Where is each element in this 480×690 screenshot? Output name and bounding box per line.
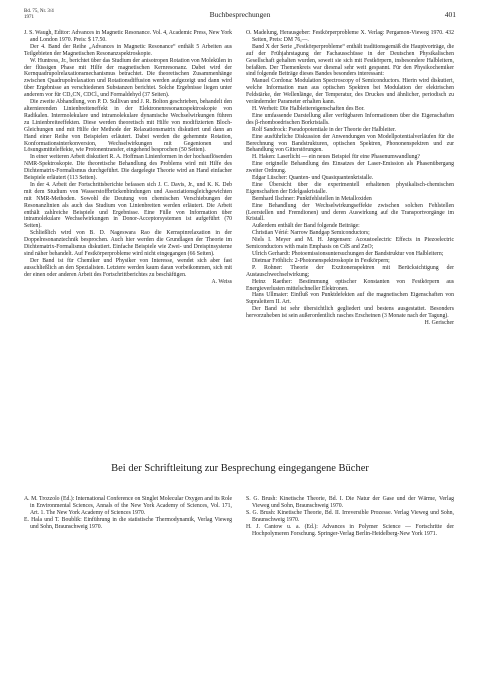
review-paragraph: Eine ausführliche Diskussion der Anwendungen von Modellpotentialverläufen für die Berechnung von Bandstrukturen, optischen Spektren, Phononenspektren und zur Behandlung von Gitterstörungen.: [246, 133, 454, 154]
review-paragraph: Der 4. Band der Reihe „Advances in Magnetic Resonance“ enthält 5 Arbeiten aus Teilgebieten der Magnetischen Resonanzspektroskopie.: [24, 43, 232, 57]
book-citation: O. Madelung, Herausgeber: Festkörperprobleme X. Verlag: Pergamon-Vieweg 1970. 432 Seiten, Preis: DM 76,—.: [246, 30, 454, 43]
review-paragraph: H. Werheit: Die Halbleitereigenschaften des Bor.: [252, 105, 365, 112]
header-title: Buchbesprechungen: [209, 10, 271, 19]
review-paragraph: Rolf Sandrock: Pseudopotentiale in der Theorie der Halbleiter.: [252, 126, 396, 133]
review-paragraph: In der 4. Arbeit der Fortschrittsberichte befassen sich J. C. Davis, Jr., und K. K. Deb mit dem Studium von Wasserstoffbrückenbindungen und Assoziationsgleichgewichten mit NMR-Methoden. Sowohl die Deutung von chemischen Verschiebungen der Resonanzlinien als auch das Studium von Linienbreiten werden erläutert. Die Arbeit enthält zahlreiche Beispiele und Ergebnisse. Eine Fülle von Information über intramolekulare Wechselwirkungen in Donor-Acceptorsystemen ist aufgeführt (70 Seiten).: [24, 181, 232, 230]
review-paragraph: Eine originelle Behandlung des Einsatzes der Laser-Emission als Phasenübergang zweiter Ordnung.: [246, 161, 454, 175]
reviewer-signature: H. Gerischer: [424, 320, 454, 327]
reviewer-signature: A. Weiss: [211, 278, 232, 285]
received-book-entry: H. J. Cantow u. a. (Ed.): Advances in Polymer Science — Fortschritte der Hochpolymeren Forschung. Springer-Verlag Berlin-Heidelberg-New York 1971.: [246, 523, 454, 537]
review-paragraph: Bernhard Ilschner: Punktfehlstellen in Metalloxiden: [252, 195, 372, 202]
review-paragraph: Schließlich wird von B. D. Nageswara Rao die Kernspinrelaxation in der Doppelresonanztechnik besprochen. Auch hier werden die Grundlagen der Theorie im Dichtematrix-Formalismus diskutiert. Einfache Beispiele wie Zwei- und Dreispinsysteme sind näher behandelt. Auf Festkörperprobleme wird nicht eingegangen (66 Seiten).: [24, 230, 232, 257]
review-paragraph: Der Band ist sehr übersichtlich gegliedert und bestens ausgestattet. Besonders hervorzuheben ist sein außerordentlich rasches Erscheinen (3 Monate nach der Tagung).: [246, 306, 454, 320]
journal-issue: Bd. 75, Nr. 3/4: [24, 9, 54, 14]
received-book-entry: E. Hala und T. Boublik: Einführung in die statistische Thermodynamik, Verlag Vieweg und Sohn, Braunschweig 1970.: [24, 516, 232, 530]
review-paragraph: P. Rohner: Theorie der Exzitonenspektren mit Berücksichtigung der Austauschwechselwirkung;: [246, 264, 454, 278]
received-book-entry: A. M. Trozzolo (Ed.): International Conference on Singlet Molecular Oxygen and its Role in Environmental Sciences, Annals of the New York Academy of Sciences, Vol. 171, Art. 1. The New York Academy of Sciences 1970.: [24, 496, 232, 516]
received-book-entry: S. G. Brush: Kinetische Theorie, Bd. I. Die Natur der Gase und der Wärme, Verlag Vieweg und Sohn, Braunschweig 1970.: [246, 496, 454, 509]
received-book-entry: S. G. Brush: Kinetische Theorie, Bd. II. Irreversible Prozesse. Verlag Vieweg und Sohn, Braunschweig 1970.: [246, 509, 454, 523]
review-paragraph: Hans Ullmaier: Einfluß von Punktdefekten auf die magnetischen Eigenschaften von Supraleitern II. Art.: [246, 292, 454, 306]
received-books-left: [24, 496, 232, 531]
review-paragraph: Außerdem enthält der Band folgende Beiträge:: [252, 223, 360, 230]
review-paragraph: Eine Übersicht über die experimentell erhaltenen physikalisch-chemischen Eigenschaften der Edelgaskristalle.: [246, 181, 454, 195]
review-paragraph: Ulrich Gerhardt: Photoemissionsuntersuchungen der Bandstruktur von Halbleitern;: [252, 251, 444, 257]
review-paragraph: Christian Vérié: Narrow Bandgap Semiconductors;: [252, 230, 370, 237]
review-paragraph: Edgar Lüscher: Quanten- und Quasiquantenkristalle.: [252, 175, 374, 182]
left-review-column: [24, 30, 232, 286]
review-paragraph: Eine umfassende Darstellung aller verfügbaren Informationen über die Eigenschaften des β-rhomboedrischen Borkristalls.: [246, 112, 454, 126]
review-paragraph: H. Haken: Laserlicht — ein neues Beispiel für eine Phasenumwandlung?: [252, 154, 420, 161]
running-header: [24, 9, 456, 27]
book-citation: J. S. Waugh, Editor: Advances in Magnetic Resonance. Vol. 4, Academic Press, New York and London 1970. Preis: $ 17.50.: [24, 30, 232, 43]
review-paragraph: Eine Behandlung der Wechselwirkungseffekte zwischen solchen Fehlstellen (Leerstellen und Fremdionen) und deren Auswirkung auf die Transportvorgänge im Kristall.: [246, 202, 454, 223]
page-number: 401: [444, 10, 456, 19]
review-paragraph: Dietmar Fröhlich: 2-Photonenspektroskopie in Festkörpern;: [252, 257, 390, 264]
received-books-right: [246, 496, 454, 537]
review-paragraph: Niels I. Meyer and M. H. Jørgensen: Acoustoelectric Effects in Piezoelectric Semiconductors with main Emphasis on CdS and ZnO;: [246, 237, 454, 251]
right-review-column: [246, 30, 454, 327]
section-heading: Bei der Schriftleitung zur Besprechung eingegangene Bücher: [111, 463, 369, 474]
review-paragraph: Manuel Cordona: Modulation Spectroscopy of Semiconductors. Hierin wird diskutiert, welche Information man aus optischen Spektren bei Modulation der elektrischen Feldstärke, der Wellenlänge, der Temperatur, des Druckes und ähnlicher, periodisch zu verändernder Parameter erhalten kann.: [246, 78, 454, 106]
review-paragraph: In einer weiteren Arbeit diskutiert R. A. Hoffman Linienformen in der hochauflösenden NMR-Spektroskopie. Die theoretische Behandlung des Problems wird mit Hilfe des Dichtematrix-Formalismus durchgeführt. Die dargelegte Theorie wird an Hand einfacher Beispiele erläutert (113 Seiten).: [24, 154, 232, 182]
review-paragraph: W. Huntress, Jr., berichtet über das Studium der anisotropen Rotation von Molekülen in der flüssigen Phase mit Hilfe der magnetischen Kernresonanz. Dabei wird der Kernquadrupolrelaxationsmechanismus betrachtet. Die theoretischen Zusammenhänge zwischen Quadrupolrelaxation und Rotationsdiffusion werden aufgezeigt und dann wird über Ergebnisse an verschiedenen Substanzen berichtet. Solche Ergebnisse liegen unter anderem vor für CD₃CN, CDCl₃ und Formaldehyd (37 Seiten).: [24, 57, 232, 99]
review-paragraph: Band X der Serie „Festkörperprobleme“ enthält traditionsgemäß die Hauptvorträge, die auf der Frühjahrstagung der Fachausschüsse in der Deutschen Physikalischen Gesellschaft gehalten wurden, soweit sie sich mit Festkörpern, insbesondere Halbleitern, befaßten. Der Themenkreis war diesmal sehr weit gespannt. Für den Physikochemiker sind folgende Beiträge dieses Bandes besonders interessant:: [246, 43, 454, 78]
journal-year: 1971: [24, 15, 34, 20]
review-paragraph: Der Band ist für Chemiker und Physiker von Interesse, wendet sich aber fast ausschließlich an den Spezialisten. Letztere werden kaum daran vorbeikommen, sich mit der einen oder anderen Arbeit des Fortschrittberichtes zu beschäftigen.: [24, 257, 232, 278]
review-paragraph: Heinz Raether: Bestimmung optischer Konstanten von Festkörpern aus Energieverlusten mittelschneller Elektronen.: [246, 278, 454, 292]
review-paragraph: Die zweite Abhandlung, von P. D. Sullivan und J. R. Bolton geschrieben, behandelt den alternierenden Linienbreiteneffekt in der Elektronenresonanzspektroskopie von Radikalen. Intermolekulare und intramolekulare dynamische Wechselwirkungen führen zu Linienbreiteeffekten. Diese werden theoretisch mit Hilfe von modifizierten Bloch-Gleichungen und mit Hilfe der Methode der Relaxationsmatrix diskutiert und dann an Hand einer Reihe von Beispielen erläutert. Dabei werden die gehemmte Rotation, Konformationsinterkonversion, Wechselwirkungen mit Gegenionen und Lösungsmitteleffekte, wie Protonentransfer, eingehend besprochen (50 Seiten).: [24, 99, 232, 154]
